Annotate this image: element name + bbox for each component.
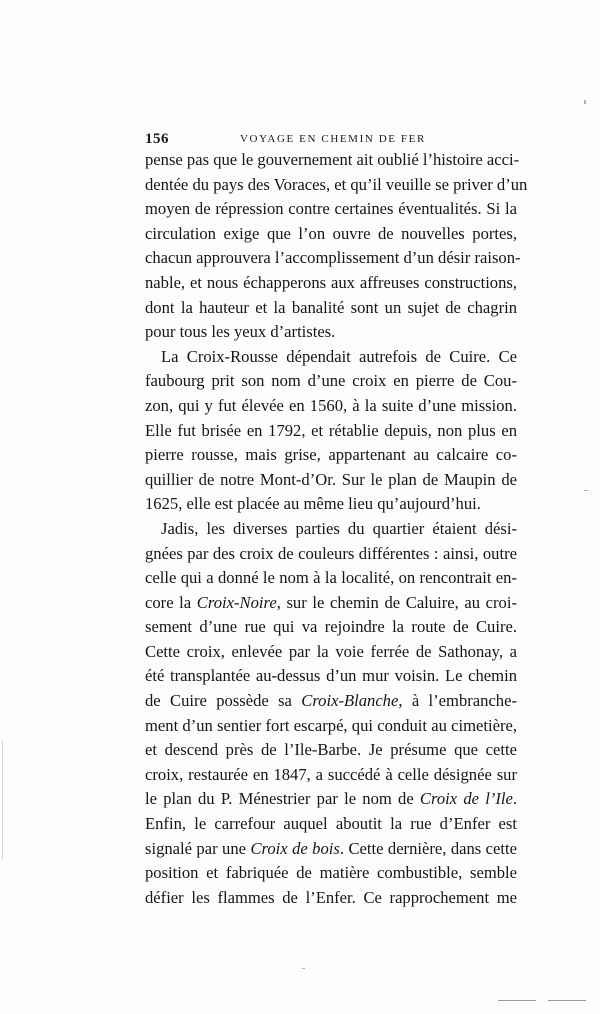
text-segment: défier les flammes de l’Enfer. Ce rapprochement me <box>145 887 517 907</box>
margin-speck <box>584 100 586 104</box>
bottom-rule <box>498 1000 536 1001</box>
text-line <box>145 591 517 616</box>
running-title: VOYAGE EN CHEMIN DE FER <box>240 133 426 145</box>
text-segment: signalé par une <box>145 838 251 858</box>
text-segment: le plan du P. Ménestrier par le nom de <box>145 789 420 809</box>
text-segment: pour tous les yeux d’artistes. <box>145 322 336 342</box>
text-line <box>145 615 517 640</box>
text-segment: , à l’embranche- <box>398 691 517 711</box>
text-line <box>145 296 517 321</box>
text-line <box>145 468 517 493</box>
page-number: 156 <box>145 131 169 147</box>
text-line <box>145 419 517 444</box>
text-segment: de Cuire possède sa <box>145 691 302 711</box>
italic-segment: Croix-Noire <box>196 592 277 612</box>
text-line <box>145 886 517 911</box>
text-segment: position et fabriquée de matière combustible, semble <box>145 863 517 883</box>
text-line <box>145 148 520 173</box>
text-segment: La Croix-Rousse dépendait autrefois de Cuire. Ce <box>161 346 517 366</box>
text-segment: . <box>512 789 517 809</box>
text-segment: Jadis, les diverses parties du quartier étaient dési- <box>161 518 517 538</box>
text-line <box>145 542 517 567</box>
text-segment: celle qui a donné le nom à la localité, on rencontrait en- <box>145 568 517 588</box>
text-segment: Cette croix, enlevée par la voie ferrée de Sathonay, a <box>145 641 517 661</box>
text-segment: pierre rousse, mais grise, appartenant au calcaire co- <box>145 445 517 465</box>
text-line <box>145 246 521 271</box>
text-segment: et descend près de l’Ile-Barbe. Je présume que cette <box>145 740 517 760</box>
text-line <box>145 566 517 591</box>
text-segment: chacun approuvera l’accomplissement d’un désir raison- <box>145 248 521 268</box>
text-line <box>145 443 517 468</box>
text-segment: faubourg prit son nom d’une croix en pierre de Cou- <box>145 371 517 391</box>
italic-segment: Croix-Blanche <box>301 691 399 711</box>
margin-speck <box>584 490 588 491</box>
text-line <box>145 320 517 345</box>
text-line <box>145 689 517 714</box>
text-line <box>145 369 517 394</box>
text-line <box>145 517 517 542</box>
text-line <box>145 345 517 370</box>
text-segment: dentée du pays des Voraces, et qu’il veuille se priver d’un <box>145 174 528 194</box>
text-line <box>145 861 517 886</box>
bottom-rule <box>548 1000 586 1001</box>
text-segment: nable, et nous échapperons aux affreuses constructions, <box>145 272 517 292</box>
text-line <box>145 394 517 419</box>
text-segment: croix, restaurée en 1847, a succédé à celle désignée sur <box>145 764 517 784</box>
text-segment: été transplantée au-dessus d’un mur voisin. Le chemin <box>145 666 517 686</box>
text-segment: sement d’une rue qui va rejoindre la route de Cuire. <box>145 617 517 637</box>
text-segment: . Cette dernière, dans cette <box>339 838 517 858</box>
text-segment: moyen de répression contre certaines éventualités. Si la <box>145 199 517 219</box>
text-line <box>145 763 517 788</box>
text-line <box>145 271 517 296</box>
text-segment: pense pas que le gouvernement ait oublié l’histoire acci- <box>145 150 520 169</box>
text-segment: dont la hauteur et la banalité sont un sujet de chagrin <box>145 297 517 317</box>
text-segment: ment d’un sentier fort escarpé, qui conduit au cimetière, <box>145 715 517 735</box>
text-segment: , sur le chemin de Caluire, au croi- <box>276 592 517 612</box>
text-line <box>145 837 517 862</box>
text-segment: Enfin, le carrefour auquel aboutit la rue d’Enfer est <box>145 814 517 834</box>
text-line <box>145 738 517 763</box>
margin-speck <box>302 968 305 969</box>
text-line <box>145 640 517 665</box>
text-segment: core la <box>145 592 197 612</box>
italic-segment: Croix de bois <box>250 838 340 858</box>
text-line <box>145 787 517 812</box>
body-text <box>145 148 528 910</box>
text-segment: quillier de notre Mont-d’Or. Sur le plan de Maupin de <box>145 469 517 489</box>
text-line <box>145 714 517 739</box>
text-segment: zon, qui y fut élevée en 1560, à la suite d’une mission. <box>145 395 517 415</box>
text-line <box>145 197 517 222</box>
italic-segment: Croix de l’Ile <box>419 789 513 809</box>
text-line <box>145 812 517 837</box>
text-segment: gnées par des croix de couleurs différentes : ainsi, outre <box>145 543 517 563</box>
text-line <box>145 492 517 517</box>
text-segment: Elle fut brisée en 1792, et rétablie depuis, non plus en <box>145 420 517 440</box>
text-line <box>145 664 517 689</box>
page-edge-shadow <box>2 740 3 860</box>
text-line <box>145 222 517 247</box>
text-segment: circulation exige que l’on ouvre de nouvelles portes, <box>145 223 517 243</box>
text-line <box>145 173 528 198</box>
text-segment: 1625, elle est placée au même lieu qu’aujourd’hui. <box>145 494 481 514</box>
